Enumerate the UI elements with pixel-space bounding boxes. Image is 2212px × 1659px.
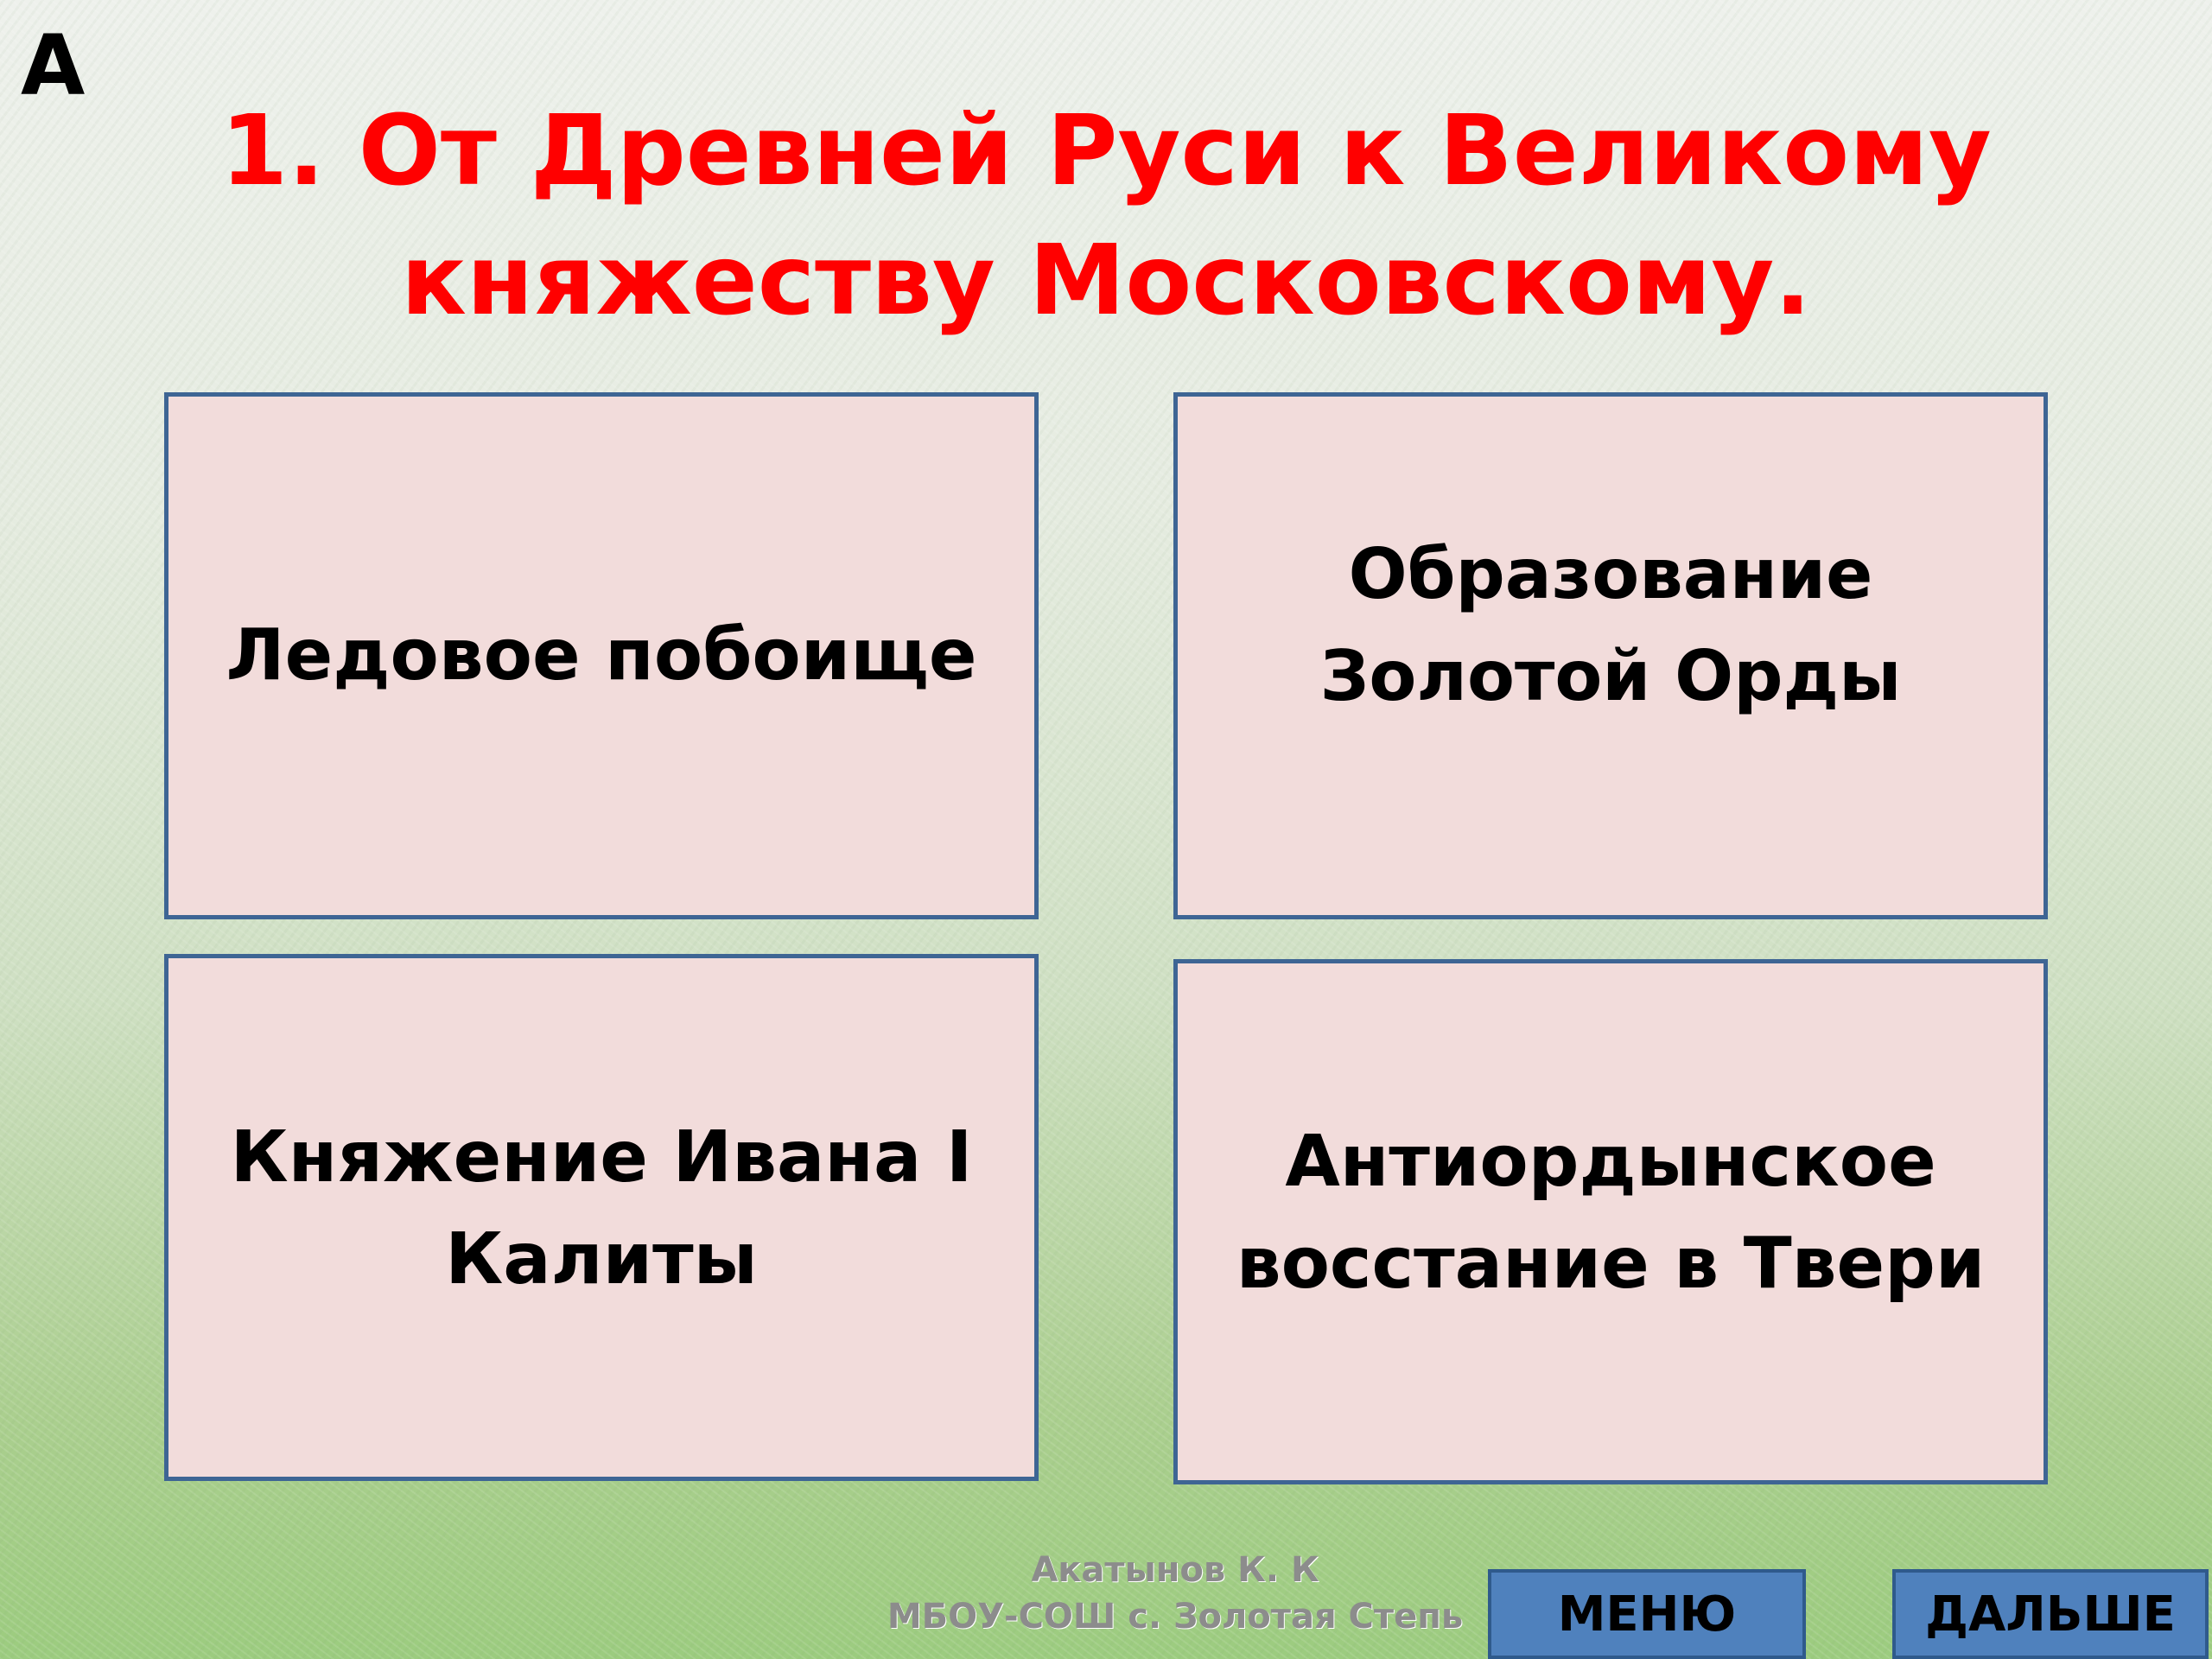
answer-card-label: Антиордынское восстание в Твери	[1236, 1121, 1986, 1305]
author-school: МБОУ-СОШ с. Золотая Степь	[887, 1597, 1464, 1637]
answer-card-label: Образование Золотой Орды	[1319, 534, 1902, 716]
slide-letter: А	[21, 17, 86, 114]
slide-title	[156, 86, 2056, 346]
answer-card-ivan-kalita[interactable]	[164, 954, 1039, 1481]
author-credit	[873, 1547, 1478, 1640]
slide-title-line-1: 1. От Древней Руси к Великому	[220, 95, 1992, 207]
next-button[interactable]: ДАЛЬШЕ	[1892, 1569, 2209, 1659]
answer-card-label: Княжение Ивана I Калиты	[230, 1116, 973, 1300]
answer-card-tver-uprising[interactable]	[1173, 959, 2048, 1484]
slide-title-line-2: княжеству Московскому.	[401, 225, 1811, 337]
author-name: Акатынов К. К	[1031, 1550, 1319, 1590]
menu-button[interactable]: МЕНЮ	[1488, 1569, 1806, 1659]
answer-card-label: Ледовое побоище	[226, 614, 977, 696]
answer-card-golden-horde[interactable]	[1173, 392, 2048, 919]
answer-card-ice-battle[interactable]	[164, 392, 1039, 919]
